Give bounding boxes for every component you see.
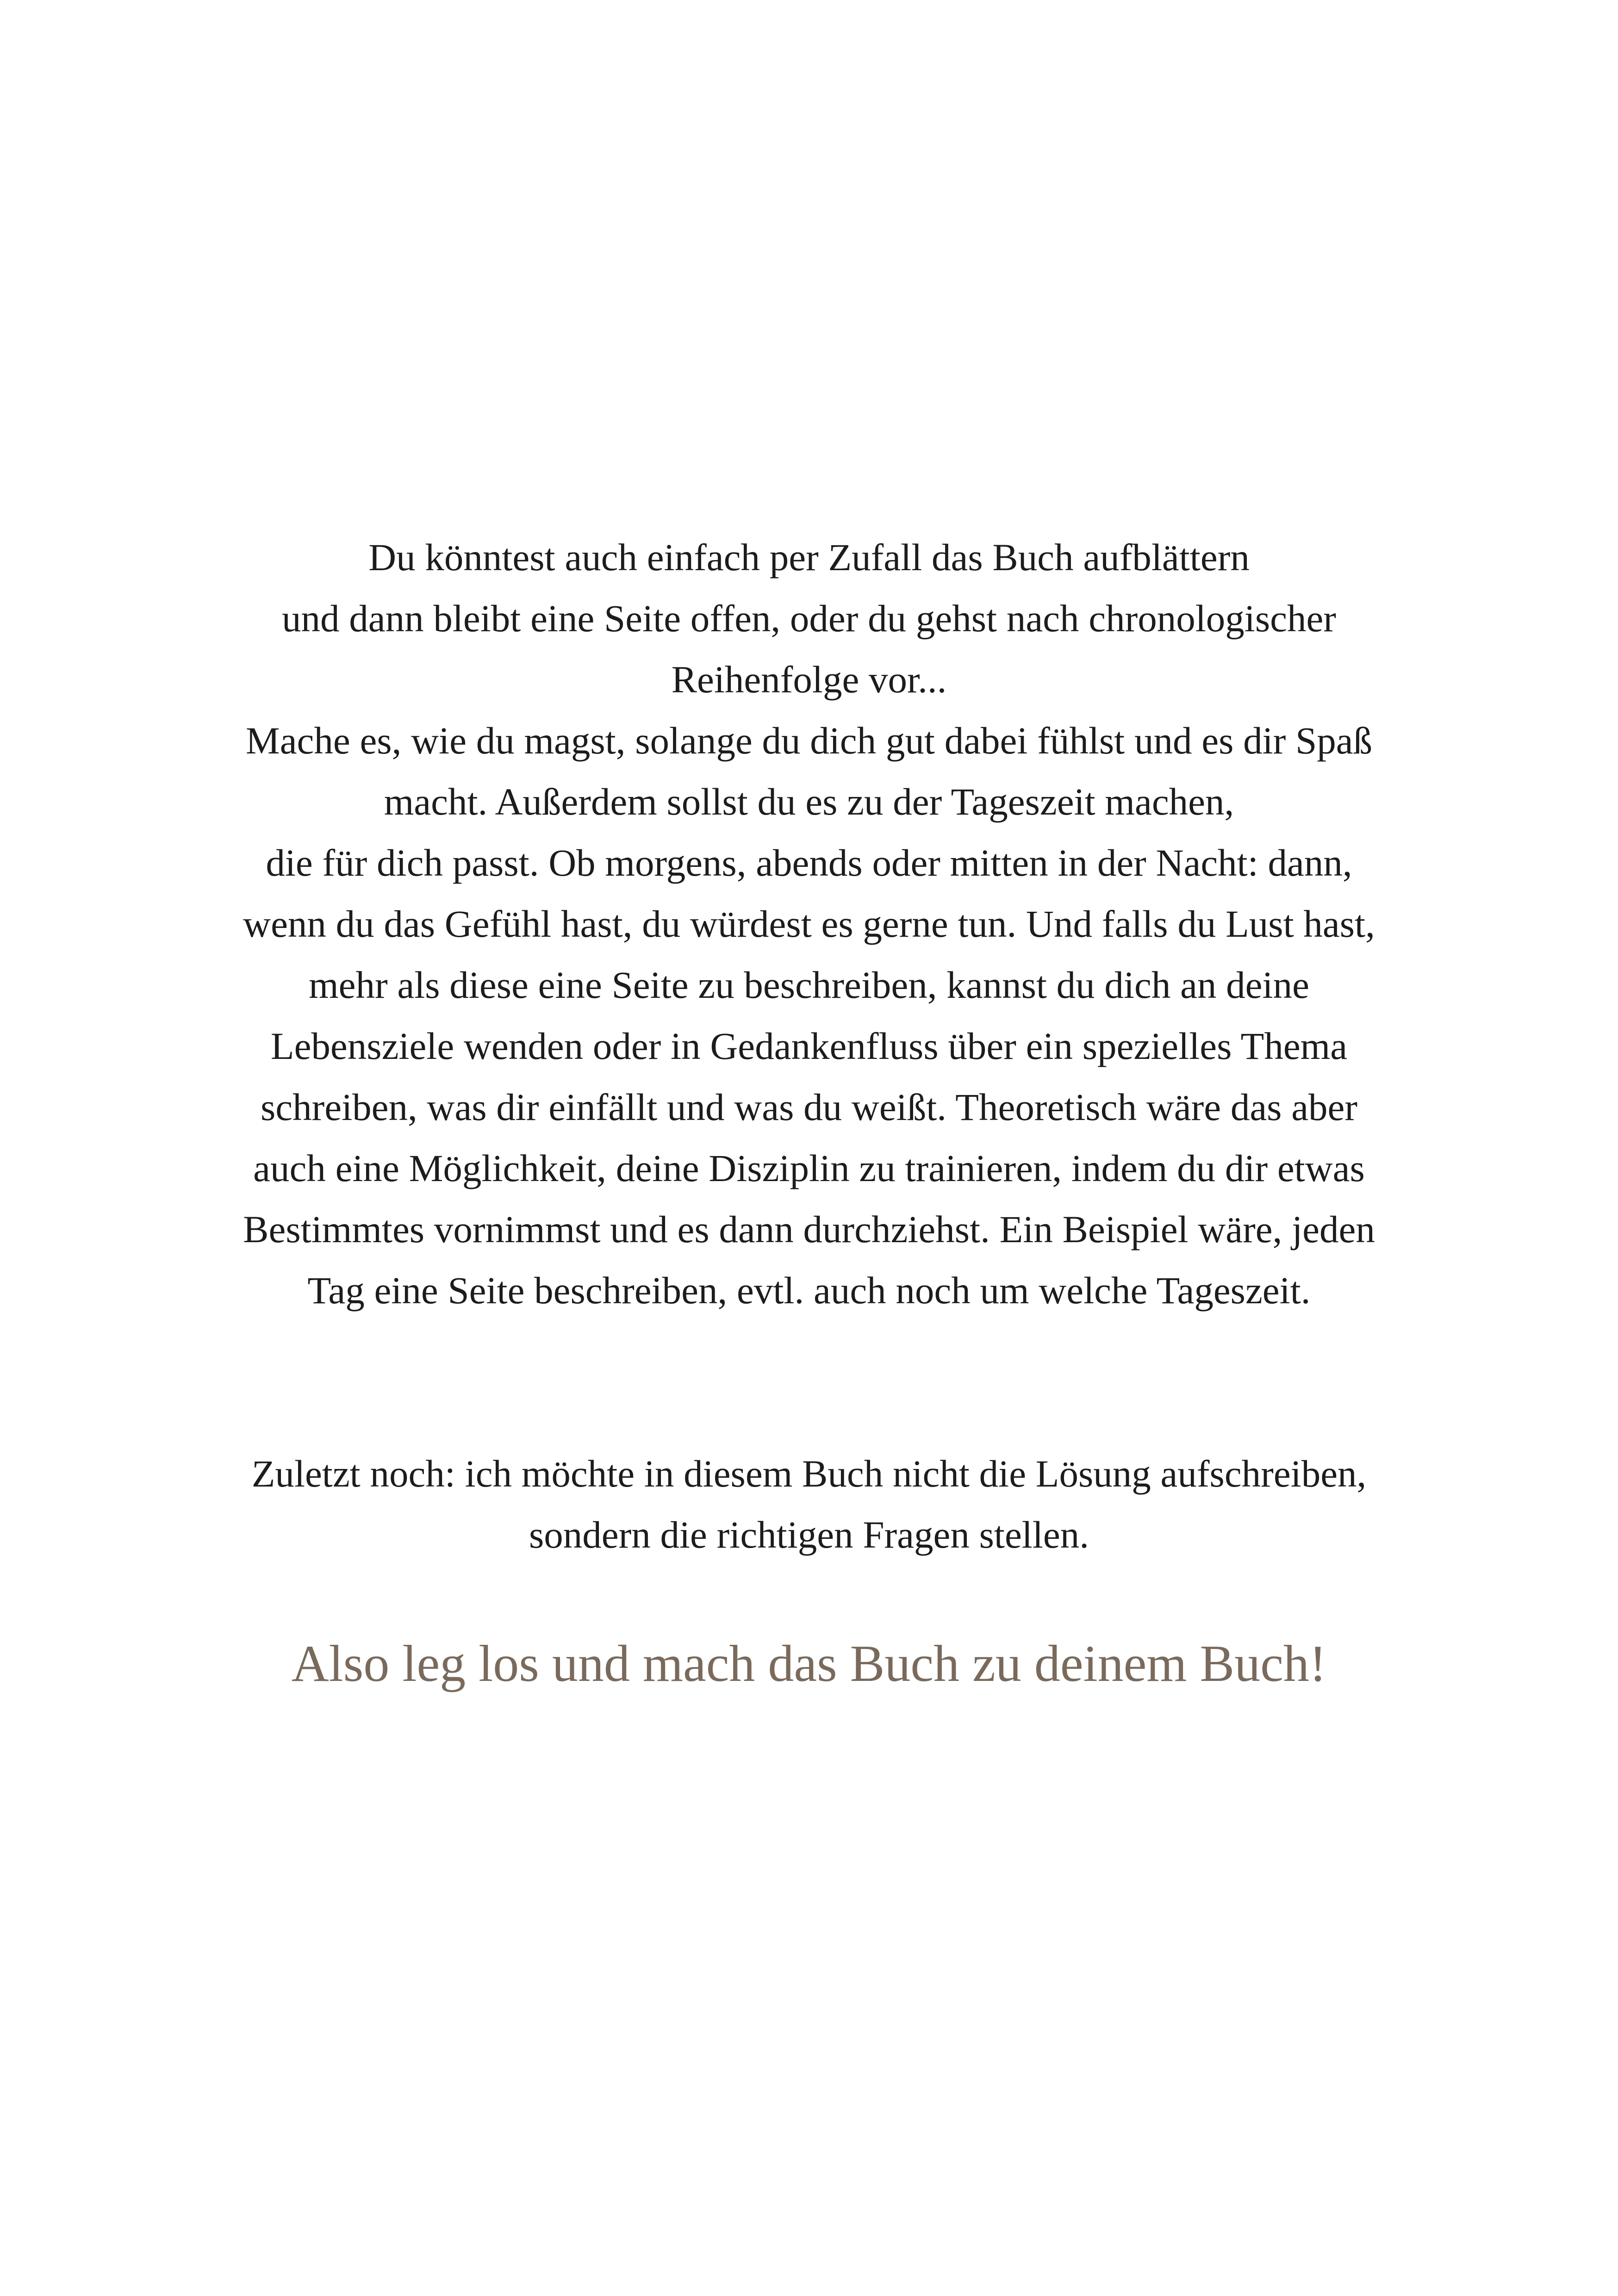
text-line: mehr als diese eine Seite zu beschreiben, kannst du dich an deine xyxy=(309,964,1309,1006)
text-line: Lebensziele wenden oder in Gedankenfluss über ein spezielles Thema xyxy=(270,1025,1348,1067)
text-line: Mache es, wie du magst, solange du dich gut dabei fühlst und es dir Spaß xyxy=(245,719,1373,762)
text-line: auch eine Möglichkeit, deine Disziplin zu trainieren, indem du dir etwas xyxy=(253,1147,1365,1189)
text-line: Du könntest auch einfach per Zufall das Buch aufblättern xyxy=(368,536,1250,579)
call-to-action-text: Also leg los und mach das Buch zu deinem Buch! xyxy=(291,1635,1327,1692)
text-line: schreiben, was dir einfällt und was du weißt. Theoretisch wäre das aber xyxy=(260,1086,1358,1128)
text-line: sondern die richtigen Fragen stellen. xyxy=(529,1513,1089,1556)
intro-paragraph xyxy=(0,527,1618,1321)
closing-paragraph xyxy=(0,1443,1618,1565)
text-line: Tag eine Seite beschreiben, evtl. auch noch um welche Tageszeit. xyxy=(307,1269,1311,1312)
text-line: Bestimmtes vornimmst und es dann durchziehst. Ein Beispiel wäre, jeden xyxy=(243,1208,1375,1251)
text-line: Reihenfolge vor... xyxy=(671,658,947,701)
text-line: Zuletzt noch: ich möchte in diesem Buch nicht die Lösung aufschreiben, xyxy=(251,1452,1367,1495)
text-line: macht. Außerdem sollst du es zu der Tageszeit machen, xyxy=(384,780,1234,823)
text-line: wenn du das Gefühl hast, du würdest es gerne tun. Und falls du Lust hast, xyxy=(243,902,1375,945)
text-line: die für dich passt. Ob morgens, abends oder mitten in der Nacht: dann, xyxy=(266,841,1352,884)
call-to-action-heading xyxy=(0,1629,1618,1699)
text-line: und dann bleibt eine Seite offen, oder du gehst nach chronologischer xyxy=(281,597,1336,640)
